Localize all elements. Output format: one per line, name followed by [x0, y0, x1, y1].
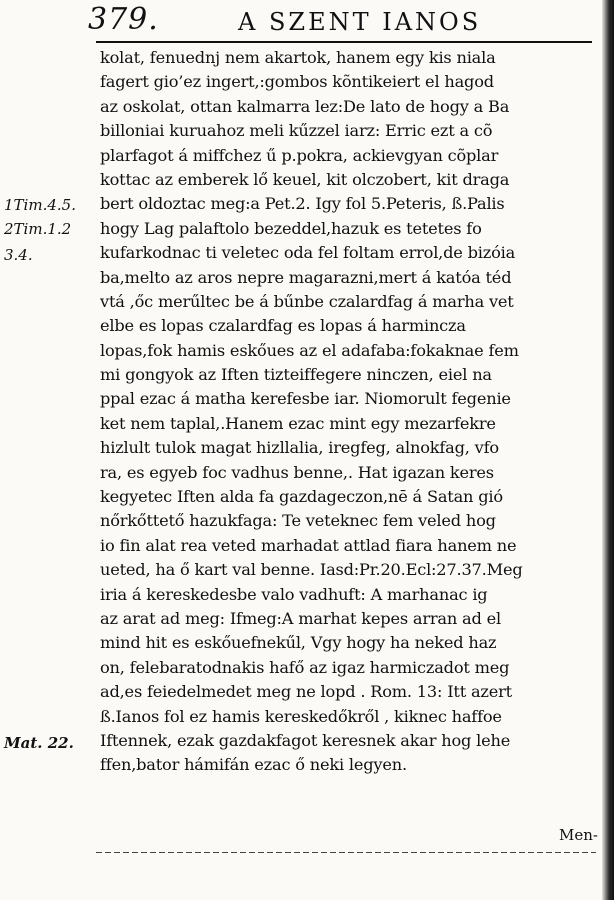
text-line: bert oldoztac meg:a Pet.2. Igy fol 5.Peteris, ß.Palis	[100, 194, 505, 214]
page-number: 379.	[88, 2, 159, 37]
header-rule	[96, 41, 592, 43]
text-line: ueted, ha ő kart val benne. Iasd:Pr.20.Ecl:27.37.Meg	[100, 560, 523, 580]
text-line: kottac az emberek lő keuel, kit olczobert, kit draga	[100, 169, 510, 189]
text-line: mi gongyok az Iften tizteiffegere ninczen, eiel na	[100, 365, 492, 385]
catchword: Men-	[559, 826, 598, 844]
text-line: kegyetec Iften alda fa gazdageczon,nē á Satan gió	[100, 487, 503, 507]
text-line: az arat ad meg: Ifmeg:A marhat kepes arran ad el	[100, 608, 501, 628]
text-line: iria á kereskedesbe valo vadhuft: A marhanac ig	[100, 584, 488, 604]
body-text	[100, 46, 598, 778]
text-line: ß.Ianos fol ez hamis kereskedőkről , kiknec haffoe	[100, 706, 502, 726]
text-line: nőrkőttető hazukfaga: Te veteknec fem veled hog	[100, 511, 496, 531]
text-line: hogy Lag palaftolo bezeddel,hazuk es tetetes fo	[100, 218, 482, 238]
text-line: kolat, fenuednj nem akartok, hanem egy kis niala	[100, 48, 496, 67]
text-line: az oskolat, ottan kalmarra lez:De lato de hogy a Ba	[100, 96, 510, 116]
text-line: ffen,bator hámifán ezac ő neki legyen.	[100, 755, 407, 775]
text-line: ad,es feiedelmedet meg ne lopd . Rom. 13: Itt azert	[100, 682, 512, 702]
bottom-rule	[96, 852, 596, 853]
text-line: Iftennek, ezak gazdakfagot keresnek akar hog lehe	[100, 730, 511, 750]
text-line: billoniai kuruahoz meli kűzzel iarz: Erric ezt a cõ	[100, 121, 493, 141]
text-line: ppal ezac á matha kerefesbe iar. Niomorult fegenie	[100, 389, 511, 409]
margin-note: 1Tim.4.5.	[4, 196, 76, 214]
text-line: ket nem taplal,.Hanem ezac mint egy mezarfekre	[100, 413, 496, 433]
text-line: kufarkodnac ti veletec oda fel foltam errol,de bizóia	[100, 243, 516, 263]
text-line: mind hit es eskőuefnekűl, Vgy hogy ha neked haz	[100, 633, 497, 653]
page-header	[88, 2, 588, 42]
text-line: on, felebaratodnakis hafő az igaz harmiczadot meg	[100, 657, 510, 677]
text-line: hizlult tulok magat hizllalia, iregfeg, alnokfag, vfo	[100, 438, 499, 458]
page-edge-shadow	[602, 0, 614, 900]
text-line: fagert gio’ez ingert,:gombos kõntikeiert el hagod	[100, 72, 494, 92]
text-line: lopas,fok hamis eskőues az el adafaba:fokaknae fem	[100, 340, 519, 360]
text-line: plarfagot á miffchez ű p.pokra, ackievgyan cõplar	[100, 145, 499, 165]
text-line: ba,melto az aros nepre magarazni,mert á katóa téd	[100, 267, 512, 287]
text-line: elbe es lopas czalardfag es lopas á harmincza	[100, 316, 466, 336]
text-line: io fin alat rea veted marhadat attlad fiara hanem ne	[100, 535, 517, 555]
running-head: A SZENT IANOS	[238, 8, 482, 36]
text-line: ra, es egyeb foc vadhus benne,. Hat igazan keres	[100, 462, 494, 482]
margin-note: Mat. 22.	[4, 734, 74, 752]
margin-note: 3.4.	[4, 246, 33, 264]
margin-note: 2Tim.1.2	[4, 220, 72, 238]
text-line: vtá ,őc merűltec be á bűnbe czalardfag á marha vet	[100, 291, 514, 311]
